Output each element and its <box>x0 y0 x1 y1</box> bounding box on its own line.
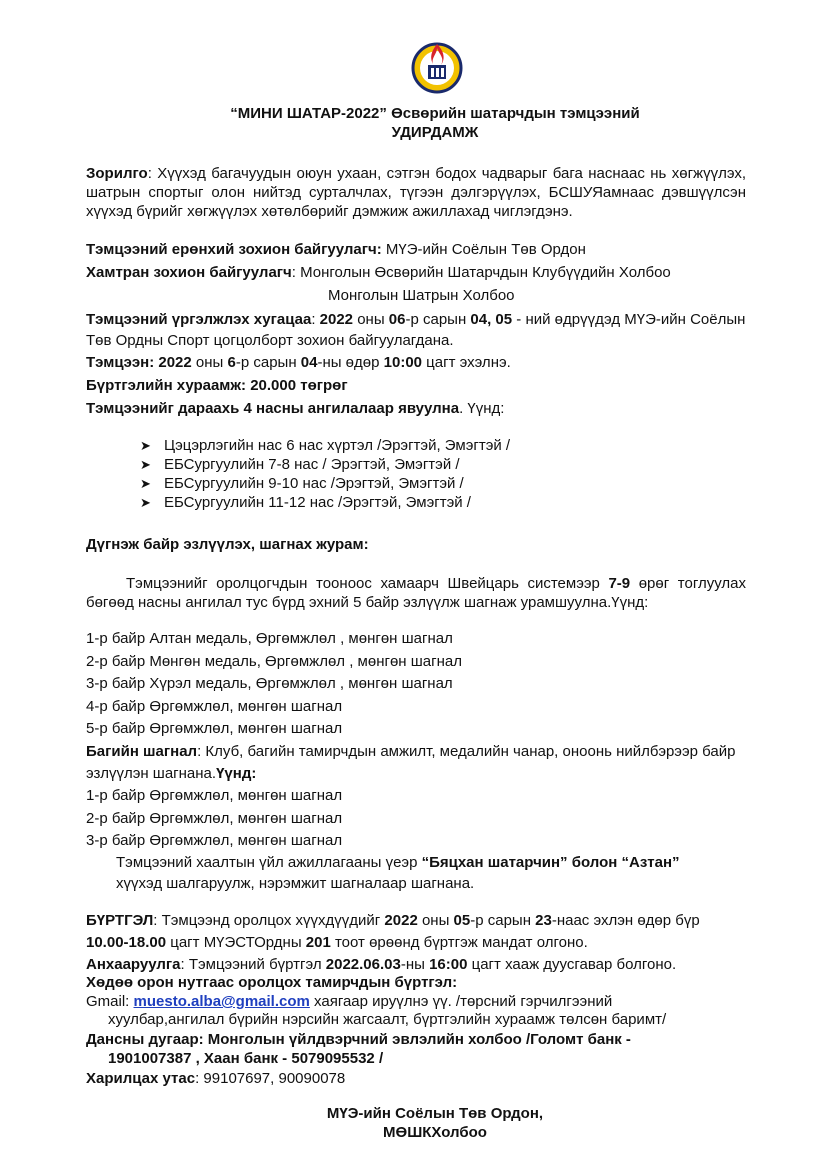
notice-label: Анхааруулга <box>86 956 181 973</box>
category-label: ЕБСургуулийн 11-12 нас /Эрэгтэй, Эмэгтэй / <box>164 494 471 511</box>
list-item: 4-р байр Өргөмжлөл, мөнгөн шагнал <box>86 697 343 715</box>
start-text-4: цагт эхэлнэ. <box>422 354 511 371</box>
registration-month: 05 <box>453 912 471 929</box>
individual-awards-list <box>86 628 462 741</box>
bank-line-2: 1901007387 , Хаан банк - 5079095532 / <box>108 1050 384 1067</box>
team-award-text: : Клуб, багийн тамирчдын амжилт, медалийн чанар, оноонь нийлбэрээр байр эзлүүлэн шагнана. <box>86 743 736 782</box>
registration-text-3: -р сарын <box>470 912 536 929</box>
email-link[interactable]: muesto.alba@gmail.com <box>133 993 310 1010</box>
category-label: ЕБСургуулийн 7-8 нас / Эрэгтэй, Эмэгтэй / <box>164 456 460 473</box>
notice-line <box>86 955 746 974</box>
notice-text-3: цагт хааж дуусгавар болгоно. <box>467 956 677 973</box>
notice-date: 2022.06.03 <box>325 956 401 973</box>
awards-intro-text-2: өрөг тоглуулах бөгөөд насны ангилал тус бүрд эхний 5 байр эзлүүлж шагнаж урамшуулна.Үүнд: <box>86 575 746 611</box>
bank-line-1: Дансны дугаар: Монголын үйлдвэрчний эвлэлийн холбоо /Голомт банк - <box>86 1031 631 1048</box>
arrow-bullet-icon: ➤ <box>140 438 151 453</box>
list-item <box>140 474 510 493</box>
team-award-paragraph <box>86 741 756 785</box>
list-item: 3-р байр Өргөмжлөл, мөнгөн шагнал <box>86 832 343 850</box>
goal-paragraph <box>86 164 746 221</box>
awards-heading: Дүгнэж байр эзлүүлэх, шагнах журам: <box>86 536 369 553</box>
category-label: Цэцэрлэгийн нас 6 нас хүртэл /Эрэгтэй, Эмэгтэй / <box>164 437 511 454</box>
list-item <box>140 436 510 455</box>
co-organizer-value-2: Монголын Шатрын Холбоо <box>328 287 515 304</box>
start-line <box>86 353 746 372</box>
contact-value: : 99107697, 90090078 <box>195 1070 346 1087</box>
list-item: 2-р байр Өргөмжлөл, мөнгөн шагнал <box>86 809 343 827</box>
organizer-line <box>86 240 746 259</box>
signature-block <box>0 1104 825 1142</box>
emblem-logo-icon <box>411 38 463 94</box>
category-label: ЕБСургуулийн 9-10 нас /Эрэгтэй, Эмэгтэй / <box>164 475 464 492</box>
co-organizer-line <box>86 263 746 282</box>
list-item <box>140 455 510 474</box>
contact-line <box>86 1069 746 1088</box>
closing-text-1: Тэмцээний хаалтын үйл ажиллагааны үеэр <box>116 854 422 871</box>
duration-text-3: - ний өдрүүдэд МҮЭ-ийн Соёлын Төв Ордны Спорт цогцолборт зохион байгуулагдана. <box>86 311 746 349</box>
closing-bold: “Бяцхан шатарчин” болон “Азтан” <box>421 854 680 871</box>
duration-text-2: -р сарын <box>405 311 471 328</box>
list-item: 1-р байр Алтан медаль, Өргөмжлөл , мөнгөн шагнал <box>86 630 453 647</box>
categories-intro-bold: Тэмцээнийг дараахь 4 насны ангилалаар явуулна <box>86 400 460 417</box>
remote-text-2: хуулбар,ангилал бүрийн нэрсийн жагсаалт, бүртгэлийн хураамж төлсөн баримт/ <box>108 1011 667 1028</box>
notice-time: 16:00 <box>429 956 468 973</box>
duration-label: Тэмцээний үргэлжлэх хугацаа <box>86 311 312 328</box>
registration-label: БҮРТГЭЛ <box>86 912 154 929</box>
fee-line: Бүртгэлийн хураамж: 20.000 төгрөг <box>86 377 348 394</box>
notice-text-2: -ны <box>400 956 430 973</box>
awards-intro-text-1: Тэмцээнийг оролцогчдын тооноос хамаарч Швейцарь системээр <box>126 575 609 592</box>
registration-text-4: -наас эхлэн өдөр бүр <box>551 912 700 929</box>
start-time: 10:00 <box>383 354 423 371</box>
duration-month: 06 <box>388 311 406 328</box>
arrow-bullet-icon: ➤ <box>140 476 151 491</box>
goal-text: : Хүүхэд багачуудын оюун ухаан, сэтгэн бодох чадварыг бага наснаас нь хөгжүүлэх, шатрын спортыг олон нийтэд сурталчлах, түгээн дэлгэрүүлэх, БСШУЯамнаас дэвшүүлсэн хүүхэд бүрийг хөгжүүлэх хөтөлбөрийг дэмжиж ажиллахад чиглэгдэнэ. <box>86 165 746 220</box>
start-year: 2022 <box>154 354 192 371</box>
start-month: 6 <box>227 354 236 371</box>
duration-days: 04, 05 <box>470 311 513 328</box>
registration-paragraph <box>86 910 756 954</box>
organizer-label: Тэмцээний ерөнхий зохион байгуулагч: <box>86 241 382 258</box>
arrow-bullet-icon: ➤ <box>140 495 151 510</box>
start-label: Тэмцээн: <box>86 354 155 371</box>
registration-text-2: оны <box>417 912 454 929</box>
start-text-1: оны <box>191 354 228 371</box>
categories-intro <box>86 399 746 418</box>
co-organizer-value-1: : Монголын Өсвөрийн Шатарчдын Клубүүдийн Холбоо <box>291 264 671 281</box>
closing-paragraph <box>116 852 756 894</box>
registration-room: 201 <box>305 934 331 951</box>
goal-label: Зорилго <box>86 165 148 182</box>
list-item: 3-р байр Хүрэл медаль, Өргөмжлөл , мөнгөн шагнал <box>86 675 453 693</box>
registration-year: 2022 <box>384 912 418 929</box>
gmail-label: Gmail: <box>86 993 134 1010</box>
awards-intro-rounds: 7-9 <box>608 575 631 592</box>
list-item: 2-р байр Мөнгөн медаль, Өргөмжлөл , мөнгөн шагнал <box>86 652 462 670</box>
registration-day: 23 <box>535 912 552 929</box>
arrow-bullet-icon: ➤ <box>140 457 151 472</box>
remote-heading: Хөдөө орон нутгаас оролцох тамирчдын бүртгэл: <box>86 974 458 991</box>
start-day: 04 <box>300 354 318 371</box>
team-awards-list <box>86 785 342 853</box>
start-text-2: -р сарын <box>235 354 301 371</box>
organizer-value: МҮЭ-ийн Соёлын Төв Ордон <box>381 241 586 258</box>
co-organizer-label: Хамтран зохион байгуулагч <box>86 264 292 281</box>
title-line-1: “МИНИ ШАТАР-2022” Өсвөрийн шатарчдын тэмцээний <box>230 105 640 122</box>
registration-text-6: тоот өрөөнд бүртгэж мандат олгоно. <box>330 934 588 951</box>
registration-text-5: цагт МҮЭСТОрдны <box>166 934 306 951</box>
list-item: 5-р байр Өргөмжлөл, мөнгөн шагнал <box>86 720 343 738</box>
notice-text-1: : Тэмцээний бүртгэл <box>180 956 326 973</box>
document-title <box>0 104 825 142</box>
duration-year: 2022 <box>319 311 354 328</box>
signature-line-2: МӨШКХолбоо <box>383 1124 487 1141</box>
registration-text-1: : Тэмцээнд оролцох хүүхдүүдийг <box>153 912 385 929</box>
duration-text-1: оны <box>353 311 389 328</box>
remote-email-line <box>86 992 766 1011</box>
closing-text-2: хүүхэд шалгаруулж, нэрэмжит шагналаар шагнана. <box>116 875 475 892</box>
contact-label: Харилцах утас <box>86 1070 196 1087</box>
team-award-label: Багийн шагнал <box>86 743 198 760</box>
categories-intro-rest: . Үүнд: <box>459 400 505 417</box>
registration-hours: 10.00-18.00 <box>86 934 167 951</box>
age-category-list <box>140 436 510 512</box>
list-item: 1-р байр Өргөмжлөл, мөнгөн шагнал <box>86 787 343 804</box>
start-text-3: -ны өдөр <box>317 354 384 371</box>
team-award-tail: Үүнд: <box>216 765 257 782</box>
remote-text-1: хаягаар ируүлнэ үү. /төрсний гэрчилгээний <box>309 993 613 1010</box>
duration-sep: : <box>311 311 320 328</box>
duration-paragraph <box>86 309 746 351</box>
awards-intro <box>86 574 746 612</box>
title-line-2: УДИРДАМЖ <box>391 124 479 141</box>
signature-line-1: МҮЭ-ийн Соёлын Төв Ордон, <box>326 1105 544 1122</box>
list-item <box>140 493 510 512</box>
